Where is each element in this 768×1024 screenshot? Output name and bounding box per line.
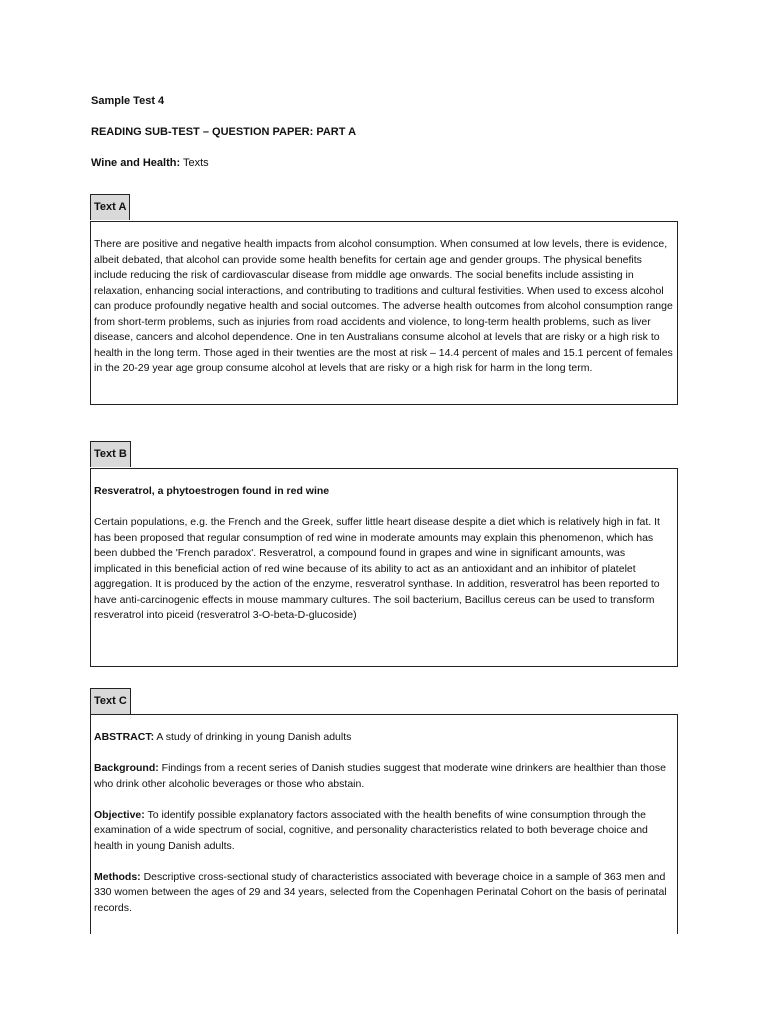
text-b-tab: Text B (90, 441, 131, 467)
background-label: Background: (94, 762, 159, 774)
background-paragraph (94, 761, 674, 792)
topic-label: Wine and Health: (91, 157, 181, 169)
abstract-paragraph (94, 730, 674, 746)
objective-label: Objective: (94, 808, 145, 821)
abstract-label: ABSTRACT: (94, 731, 155, 743)
text-b-box (90, 468, 678, 667)
topic-value: Texts (180, 157, 209, 169)
text-a-box (90, 221, 678, 405)
background-value: Findings from a recent series of Danish studies suggest that moderate wine drinkers are healthier than those who drink other alcoholic beverages or those who abstain. (94, 762, 666, 790)
text-c-tab: Text C (90, 688, 131, 714)
text-a-tab: Text A (90, 194, 130, 220)
abstract-value: A study of drinking in young Danish adults (154, 731, 352, 743)
methods-value: Descriptive cross-sectional study of characteristics associated with beverage choice in a sample of 363 men and 330 women between the ages of 29 and 34 years, selected from the Copenhagen Perinatal Cohort on the basis of perinatal records. (94, 870, 667, 914)
text-b-body: Certain populations, e.g. the French and the Greek, suffer little heart disease despite a diet which is relatively high in fat. It has been proposed that regular consumption of red wine in moderate amounts may explain this phenomenon, which has been dubbed the 'French paradox'. Resveratrol, a compound found in grapes and wine in significant amounts, was implicated in this beneficial action of red wine because of its ability to act as an antioxidant and an inhibitor of platelet aggregation. It is produced by the action of the enzyme, resveratrol synthase. In addition, resveratrol has been reported to have anti-carcinogenic effects in mouse mammary cultures. The soil bacterium, Bacillus cereus can be used to transform resveratrol into piceid (resveratrol 3-O-beta-D-glucoside) (94, 516, 660, 621)
text-b-heading: Resveratrol, a phytoestrogen found in red wine (94, 485, 330, 497)
objective-value: To identify possible explanatory factors associated with the health benefits of wine consumption through the examination of a wide spectrum of social, cognitive, and personality characteristics related to both beverage choice and health in young Danish adults. (94, 808, 648, 852)
text-a-body: There are positive and negative health impacts from alcohol consumption. When consumed at low levels, there is evidence, albeit debated, that alcohol can provide some health benefits for certain age and gender groups. The physical benefits include reducing the risk of cardiovascular disease from middle age onwards. The social benefits include assisting in relaxation, enhancing social interactions, and contributing to traditions and cultural festivities. When used to excess alcohol can produce profoundly negative health and social outcomes. The adverse health outcomes from alcohol consumption range from short-term problems, such as injuries from road accidents and violence, to long-term health problems, such as liver disease, cancers and alcohol dependence. One in ten Australians consume alcohol at levels that are risky or a high risk to health in the long term. Those aged in their twenties are the most at risk – 14.4 percent of males and 15.1 percent of females in the 20-29 year age group consume alcohol at levels that are risky or a high risk for harm in the long term. (94, 238, 673, 374)
topic-line (91, 156, 209, 170)
methods-label: Methods: (94, 870, 141, 883)
sample-test-title: Sample Test 4 (91, 95, 165, 107)
methods-paragraph (94, 870, 674, 917)
subtest-title: READING SUB-TEST – QUESTION PAPER: PART A (91, 126, 357, 138)
objective-paragraph (94, 808, 674, 855)
text-c-box (90, 714, 678, 934)
